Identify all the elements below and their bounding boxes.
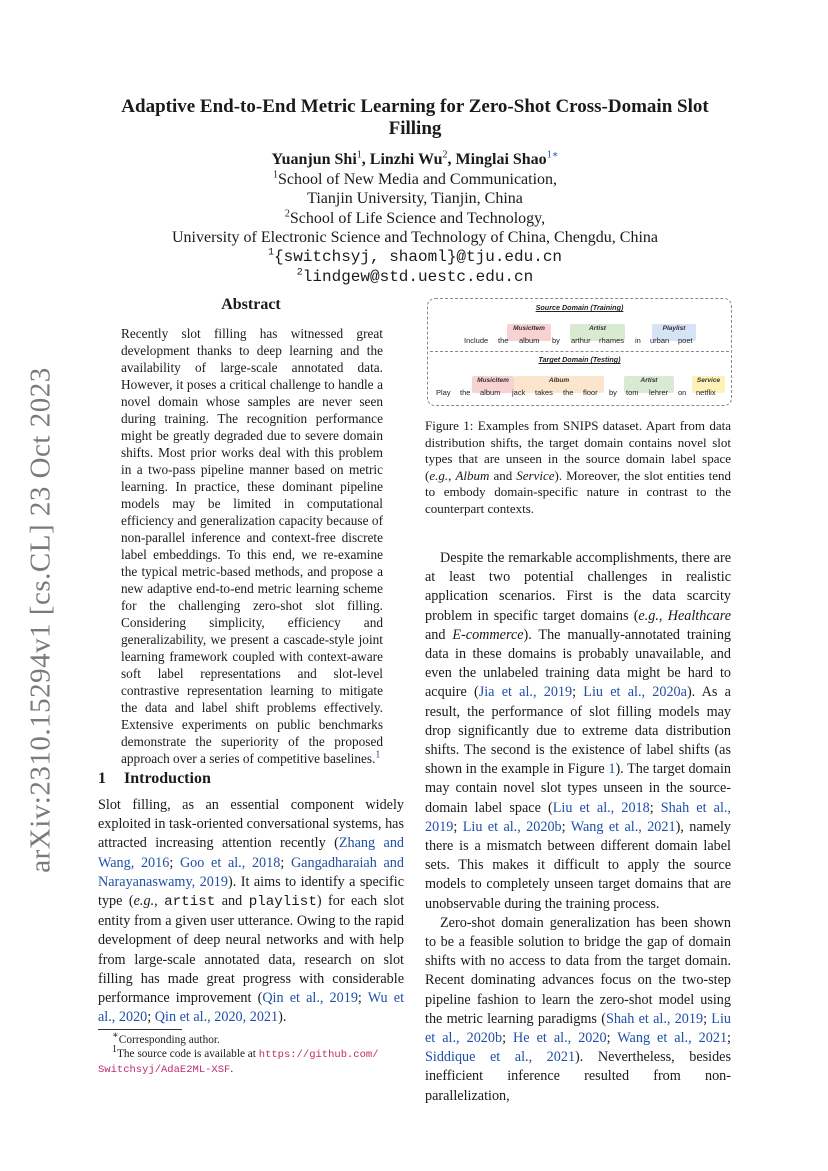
citation-link[interactable]: Liu et al., 2020b	[462, 818, 562, 835]
affiliation: University of Electronic Science and Technology of China, Chengdu, China	[171, 229, 659, 247]
citation-link[interactable]: Wang et al., 2021	[570, 818, 676, 835]
source-token: in	[635, 336, 641, 345]
source-token: Include	[464, 336, 489, 345]
slot-box-musicitem: MusicItem	[507, 324, 551, 341]
code-url[interactable]: Switchsyj/AdaE2ML-XSF	[98, 1064, 231, 1076]
slot-box-musicitem: MusicItem	[472, 376, 514, 393]
target-token: jack	[512, 388, 526, 397]
target-token: album	[480, 388, 501, 397]
citation-link[interactable]: Liu et al., 2020b	[425, 1010, 731, 1047]
slot-box-artist: Artist	[624, 376, 674, 393]
right-column-text	[425, 549, 731, 1106]
figure-1	[427, 298, 732, 406]
paragraph: Zero-shot domain generalization has been shown to be a feasible solution to bridge the gap of domain shifts with no access to data from the target domain. Recent dominating advances focus on the two-step pipeline fashion to learn the zero-shot model using the metric learning paradigms (Shah et al., 2019; Liu et al., 2020b; He et al., 2020; Wang et al., 2021; Siddique et al., 2021). Nevertheless, besides inefficient inference resulted from non-parallelization,	[425, 914, 731, 1104]
target-domain-label: Target Domain (Testing)	[538, 355, 621, 364]
target-token: the	[460, 388, 471, 397]
source-token: poet	[678, 336, 693, 345]
author-block	[95, 150, 735, 287]
source-token: rhames	[599, 336, 625, 345]
paper-title: Adaptive End-to-End Metric Learning for Zero-Shot Cross-Domain Slot Filling	[121, 96, 709, 139]
paragraph: Despite the remarkable accomplishments, there are at least two potential challenges in realistic application scenarios. First is the data scarcity problem in specific target domains (e.g., Healthcare and E-commerce). The manually-annotated training data in these domains is probably unavailable, and even the unlabeled training data might be hard to acquire (Jia et al., 2019; Liu et al., 2020a). As a result, the performance of slot filling models may drop significantly due to extreme data distribution shifts. The second is the existence of label shifts (as shown in the example in Figure 1). The target domain may contain novel slot types unseen in the source-domain label space (Liu et al., 2018; Shah et al., 2019; Liu et al., 2020b; Wang et al., 2021), namely there is a mismatch between different domain label sets. This makes it difficult to apply the source models to completely unseen target domains that are unobservable during the training process.	[425, 550, 732, 912]
footnote: $^1$The source code is available at https://github.com/ Switchsyj/AdaE2ML-XSF.	[98, 1044, 379, 1076]
citation-link[interactable]: Goo et al., 2018	[179, 854, 281, 871]
citation-link[interactable]: Qin et al., 2020, 2021	[154, 1009, 279, 1026]
citation-link[interactable]: Gangadharaiah and Narayanaswamy, 2019	[98, 854, 404, 890]
arxiv-sidebar	[18, 360, 64, 880]
target-token: the	[563, 388, 574, 397]
citation-link[interactable]: He et al., 2020	[513, 1030, 607, 1047]
source-domain-label: Source Domain (Training)	[535, 303, 624, 312]
email: $^1${switchsyj, shaoml}@tju.edu.cn	[267, 247, 563, 266]
source-token: arthur	[571, 336, 591, 345]
abstract-heading: Abstract	[221, 296, 281, 313]
arxiv-id: arXiv:2310.15294v1 [cs.CL] 23 Oct 2023	[24, 367, 57, 873]
citation-link[interactable]: Wang et al., 2021	[617, 1030, 728, 1047]
target-token: takes	[535, 388, 553, 397]
section-heading: 1 Introduction	[98, 770, 211, 787]
affiliation: Tianjin University, Tianjin, China	[307, 190, 523, 208]
intro-paragraph: Slot filling, as an essential component widely exploited in task-oriented conversational systems, has attracted increasing attention recently (Zhang and Wang, 2016; Goo et al., 2018; Gangadharaiah and Narayanaswamy, 2019). It aims to identify a specific type (e.g., artist and playlist) for each slot entity from a given user utterance. Owing to the rapid development of deep neural networks and with help from large-scale annotated data, research on slot filling has made great progress with considerable performance improvement (Qin et al., 2019; Wu et al., 2020; Qin et al., 2020, 2021).	[98, 797, 405, 1026]
target-token: floor	[583, 388, 598, 397]
source-token: urban	[650, 336, 670, 345]
target-token: tom	[626, 388, 639, 397]
citation-link[interactable]: Zhang and Wang, 2016	[98, 835, 405, 871]
citation-link[interactable]: Jia et al., 2019	[478, 684, 573, 701]
code-url[interactable]: https://github.com/	[258, 1049, 379, 1061]
citation-link[interactable]: Shah et al., 2019	[425, 799, 731, 835]
source-token: by	[552, 336, 560, 345]
slot-box-playlist: Playlist	[652, 324, 696, 341]
slot-box-service: Service	[692, 376, 725, 393]
footnote-ref[interactable]: 1	[375, 749, 381, 761]
citation-link[interactable]: Qin et al., 2019	[262, 990, 358, 1007]
author-name: Linzhi Wu	[369, 151, 443, 168]
target-token: by	[609, 388, 617, 397]
slot-box-artist: Artist	[570, 324, 625, 341]
citation-link[interactable]: Shah et al., 2019	[605, 1010, 704, 1027]
source-token: the	[498, 336, 509, 345]
target-token: netflix	[696, 388, 716, 397]
affiliation: $^2$School of Life Science and Technology,	[284, 208, 546, 227]
citation-link[interactable]: Liu et al., 2018	[552, 799, 650, 816]
figure-ref-link[interactable]: 1	[608, 761, 616, 778]
author-names: Yuanjun Shi$^1$, Linzhi Wu$^2$, Minglai Shao$^{1∗}$	[271, 149, 559, 168]
citation-link[interactable]: Liu et al., 2020a	[583, 684, 687, 701]
citation-link[interactable]: Wu et al., 2020	[98, 990, 405, 1026]
target-token: lehrer	[649, 388, 669, 397]
target-token: on	[678, 388, 687, 397]
footnote-rule	[98, 1029, 182, 1030]
author-name: Yuanjun Shi	[271, 151, 357, 168]
email: $^2$lindgew@std.uestc.edu.cn	[296, 267, 534, 286]
slot-box-album: Album	[514, 376, 604, 393]
affiliation: $^1$School of New Media and Communication,	[272, 169, 558, 188]
author-name: Minglai Shao	[455, 151, 547, 168]
figure-caption: Figure 1: Examples from SNIPS dataset. Apart from data distribution shifts, the target domain contains novel slot types that are unseen in the source domain label space (e.g., Album and Service). Moreover, the slot entities tend to embody domain-specific nature in contrast to the counterpart contexts.	[425, 418, 731, 516]
footnote: ∗Corresponding author.	[112, 1030, 220, 1046]
citation-link[interactable]: Siddique et al., 2021	[425, 1049, 576, 1066]
source-token: album	[519, 336, 540, 345]
abstract-text: Recently slot filling has witnessed great development thanks to deep learning and the availability of large-scale annotated data. However, it poses a critical challenge to handle a novel domain whose samples are never seen during training. The recognition performance might be greatly degraded due to severe domain shifts. Most prior works deal with this problem in a two-pass pipeline manner based on metric learning. In practice, these dominant pipeline models may be limited in computational efficiency and generalization capacity because of non-parallel inference and context-free discrete label embeddings. To this end, we re-examine the typical metric-based methods, and propose a new adaptive end-to-end metric learning scheme for the challenging zero-shot slot filling. Considering simplicity, efficiency and generalizability, we present a cascade-style joint learning framework coupled with context-aware soft label representations and slot-level contrastive representation learning to mitigate the data and label shift problems effectively. Extensive experiments on public benchmarks demonstrate the superiority of the proposed approach over a series of competitive baselines.$^1$	[121, 326, 383, 766]
target-token: Play	[436, 388, 451, 397]
domain-separator	[430, 351, 729, 352]
